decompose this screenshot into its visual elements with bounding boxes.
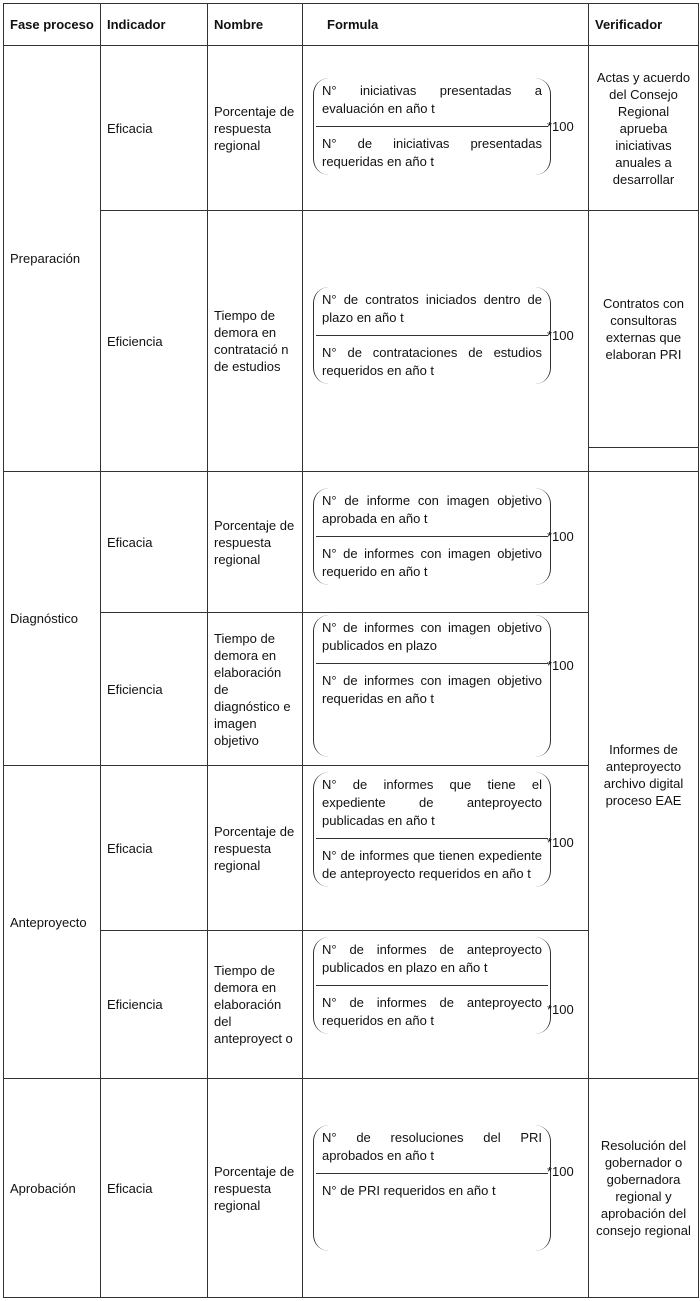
multiplier: *100 [547,835,574,850]
header-fase: Fase proceso [4,4,101,46]
formula-fraction [313,615,551,757]
formula-numerator: N° de informes con imagen objetivo publicados en plazo [322,620,542,653]
multiplier: *100 [547,658,574,673]
formula-denominator: N° de informes de anteproyecto requeridos en año t [322,995,542,1028]
formula-numerator: N° de contratos iniciados dentro de plazo en año t [322,292,542,325]
formula-numerator: N° de informe con imagen objetivo aprobada en año t [322,493,542,526]
indicador-cell: Eficacia [101,46,208,211]
empty-cell [589,448,699,472]
phase-cell: Aprobación [4,1079,101,1298]
table-row [4,46,699,211]
fraction-line [316,335,548,336]
multiplier: *100 [547,328,574,343]
phase-cell: Diagnóstico [4,472,101,766]
fraction-line [316,838,548,839]
indicador-cell: Eficiencia [101,613,208,766]
indicador-cell: Eficacia [101,766,208,931]
formula-numerator: N° de informes de anteproyecto publicados en plazo en año t [322,942,542,975]
nombre-cell: Porcentaje de respuesta regional [208,766,303,931]
formula-cell [303,766,589,931]
formula-cell [303,472,589,613]
formula-denominator: N° de informes con imagen objetivo requeridas en año t [322,673,542,706]
table-row [4,211,699,448]
formula-denominator: N° de informes con imagen objetivo requerido en año t [322,546,542,579]
multiplier: *100 [547,529,574,544]
formula-denominator: N° de iniciativas presentadas requeridas en año t [322,136,542,169]
formula-cell [303,931,589,1079]
nombre-cell: Tiempo de demora en contratació n de estudios [208,211,303,472]
fraction-line [316,985,548,986]
multiplier: *100 [547,119,574,134]
header-nombre: Nombre [208,4,303,46]
formula-denominator: N° de contrataciones de estudios requeridos en año t [322,345,542,378]
header-indicador: Indicador [101,4,208,46]
formula-fraction [313,287,551,384]
phase-cell: Anteproyecto [4,766,101,1079]
formula-numerator: N° iniciativas presentadas a evaluación en año t [322,83,542,116]
indicador-cell: Eficacia [101,472,208,613]
verificador-cell: Informes de anteproyecto archivo digital proceso EAE [589,472,699,1079]
formula-numerator: N° de informes que tiene el expediente de anteproyecto publicadas en año t [322,777,542,828]
phase-cell: Preparación [4,46,101,472]
indicators-table [3,3,699,1298]
indicador-cell: Eficacia [101,1079,208,1298]
formula-fraction [313,488,551,585]
nombre-cell: Porcentaje de respuesta regional [208,46,303,211]
indicador-cell: Eficiencia [101,931,208,1079]
formula-cell [303,613,589,766]
nombre-cell: Tiempo de demora en elaboración de diagnóstico e imagen objetivo [208,613,303,766]
header-formula: Formula [303,4,589,46]
verificador-cell: Resolución del gobernador o gobernadora regional y aprobación del consejo regional [589,1079,699,1298]
fraction-line [316,1173,548,1174]
formula-cell [303,1079,589,1298]
formula-numerator: N° de resoluciones del PRI aprobados en año t [322,1130,542,1163]
table-row [4,472,699,613]
verificador-cell: Actas y acuerdo del Consejo Regional aprueba iniciativas anuales a desarrollar [589,46,699,211]
header-row [4,4,699,46]
formula-fraction [313,78,551,175]
formula-fraction [313,772,551,887]
table-row [4,1079,699,1298]
fraction-line [316,536,548,537]
formula-cell [303,211,589,472]
formula-cell [303,46,589,211]
multiplier: *100 [547,1164,574,1179]
header-verificador: Verificador [589,4,699,46]
nombre-cell: Tiempo de demora en elaboración del anteproyect o [208,931,303,1079]
formula-fraction [313,937,551,1034]
verificador-cell: Contratos con consultoras externas que elaboran PRI [589,211,699,448]
indicador-cell: Eficiencia [101,211,208,472]
formula-denominator: N° de PRI requeridos en año t [322,1183,496,1198]
formula-denominator: N° de informes que tienen expediente de anteproyecto requeridos en año t [322,848,542,881]
formula-fraction [313,1125,551,1251]
fraction-line [316,126,548,127]
nombre-cell: Porcentaje de respuesta regional [208,472,303,613]
multiplier: *100 [547,1002,574,1017]
fraction-line [316,663,548,664]
nombre-cell: Porcentaje de respuesta regional [208,1079,303,1298]
